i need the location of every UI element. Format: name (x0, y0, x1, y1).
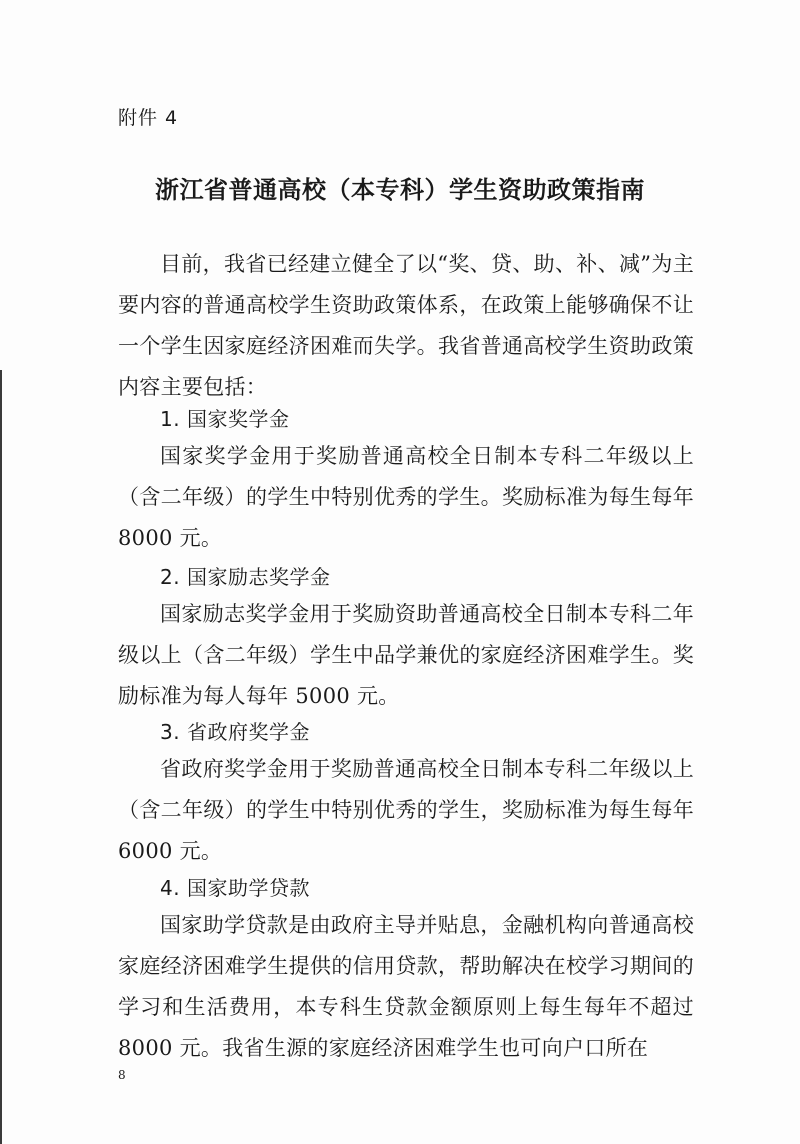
section-heading-3: 3. 省政府奖学金 (160, 720, 310, 744)
scan-edge (0, 370, 2, 1144)
section-body-2: 国家励志奖学金用于奖励资助普通高校全日制本专科二年级以上（含二年级）学生中品学兼优的家庭经济困难学生。奖励标准为每人每年 5000 元。 (118, 602, 694, 708)
page-number: 8 (118, 1068, 126, 1082)
section-body-4: 国家助学贷款是由政府主导并贴息，金融机构向普通高校家庭经济困难学生提供的信用贷款，帮助解决在校学习期间的学习和生活费用，本专科生贷款金额原则上每生每年不超过 8000 元。我省生源的家庭经济困难学生也可向户口所在 (118, 913, 694, 1060)
section-heading-1: 1. 国家奖学金 (160, 407, 290, 431)
section-body-1: 国家奖学金用于奖励普通高校全日制本专科二年级以上（含二年级）的学生中特别优秀的学生。奖励标准为每生每年 8000 元。 (118, 444, 694, 550)
document-title: 浙江省普通高校（本专科）学生资助政策指南 (155, 176, 645, 204)
section-heading-2: 2. 国家励志奖学金 (160, 565, 331, 589)
section-body-3: 省政府奖学金用于奖励普通高校全日制本专科二年级以上（含二年级）的学生中特别优秀的学生，奖励标准为每生每年 6000 元。 (118, 757, 694, 863)
section-heading-4: 4. 国家助学贷款 (160, 876, 310, 900)
attachment-label: 附件 4 (118, 107, 179, 129)
intro-paragraph: 目前，我省已经建立健全了以“奖、贷、助、补、减”为主要内容的普通高校学生资助政策体系，在政策上能够确保不让一个学生因家庭经济困难而失学。我省普通高校学生资助政策内容主要包括： (118, 252, 694, 399)
